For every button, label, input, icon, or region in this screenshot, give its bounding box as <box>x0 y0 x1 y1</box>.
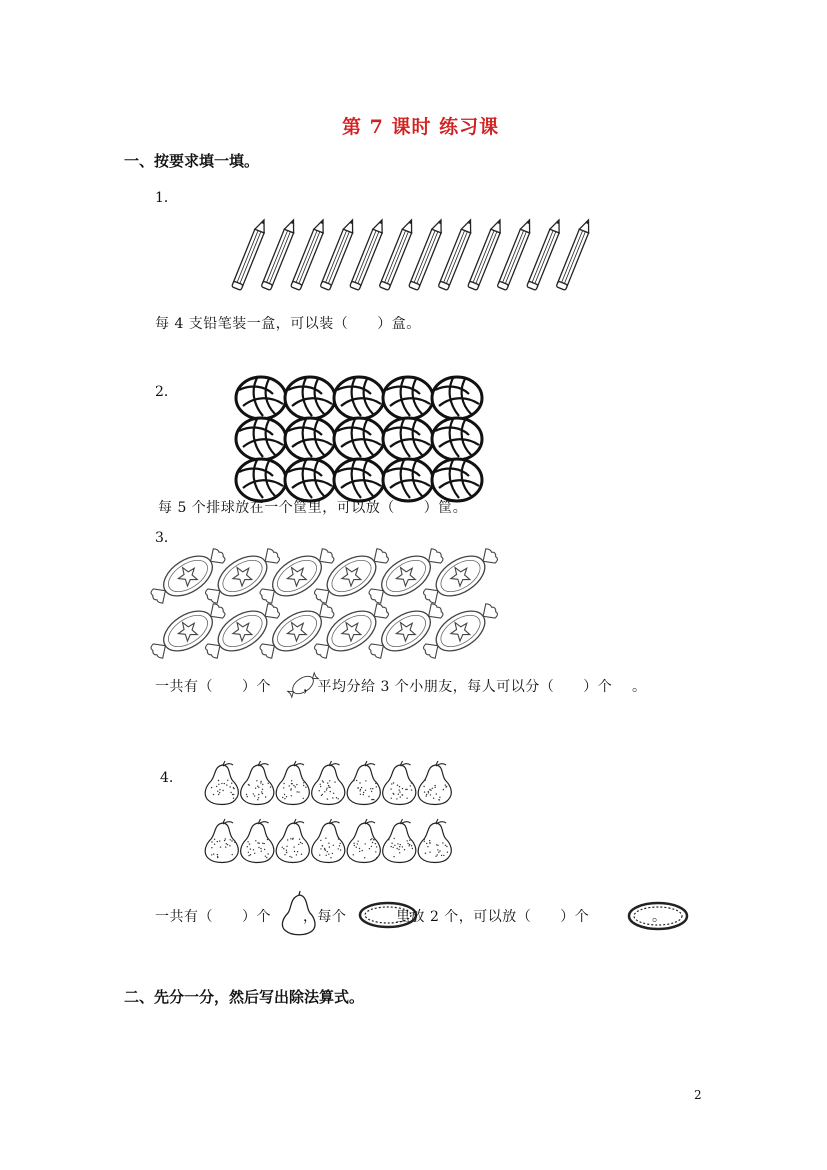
pear-icon <box>205 761 238 805</box>
page-title: 第 7 课时 练习课 <box>342 116 500 138</box>
pear-icon <box>418 761 451 805</box>
pear-icon <box>241 819 274 863</box>
question-4-text-d: 。 <box>652 909 667 925</box>
question-3-text-b: ，平均分给 3 个小朋友，每人可以分（ ）个 <box>303 679 613 695</box>
section-heading-1: 一、按要求填一填。 <box>124 152 260 170</box>
question-number-3: 3． <box>155 530 178 546</box>
question-3-text-c: 。 <box>632 679 647 695</box>
question-4-text-a: 一共有（ ）个 <box>155 909 271 925</box>
pear-icon <box>312 761 345 805</box>
pear-icon <box>347 819 380 863</box>
pear-icon <box>347 761 380 805</box>
pear-icon <box>276 761 309 805</box>
pear-icon <box>418 819 451 863</box>
section-heading-2: 二、先分一分，然后写出除法算式。 <box>124 988 365 1006</box>
pear-icon <box>383 761 416 805</box>
pear-icon <box>312 819 345 863</box>
question-number-1: 1． <box>155 190 178 206</box>
page-number: 2 <box>694 1088 702 1102</box>
question-number-4: 4. <box>160 770 174 786</box>
question-2-text: 每 5 个排球放在一个筐里，可以放（ ）筐。 <box>158 500 468 516</box>
question-4-text-c: 里放 2 个，可以放（ ）个 <box>396 909 590 925</box>
pear-icon <box>205 819 238 863</box>
question-3-text-a: 一共有（ ）个 <box>155 679 271 695</box>
question-number-2: 2． <box>155 384 178 400</box>
pear-icon <box>383 819 416 863</box>
pear-icon <box>276 819 309 863</box>
pear-icon <box>241 761 274 805</box>
question-1-text: 每 4 支铅笔装一盒，可以装（ ）盒。 <box>155 316 421 332</box>
question-4-text-b: ，每个 <box>303 909 347 925</box>
